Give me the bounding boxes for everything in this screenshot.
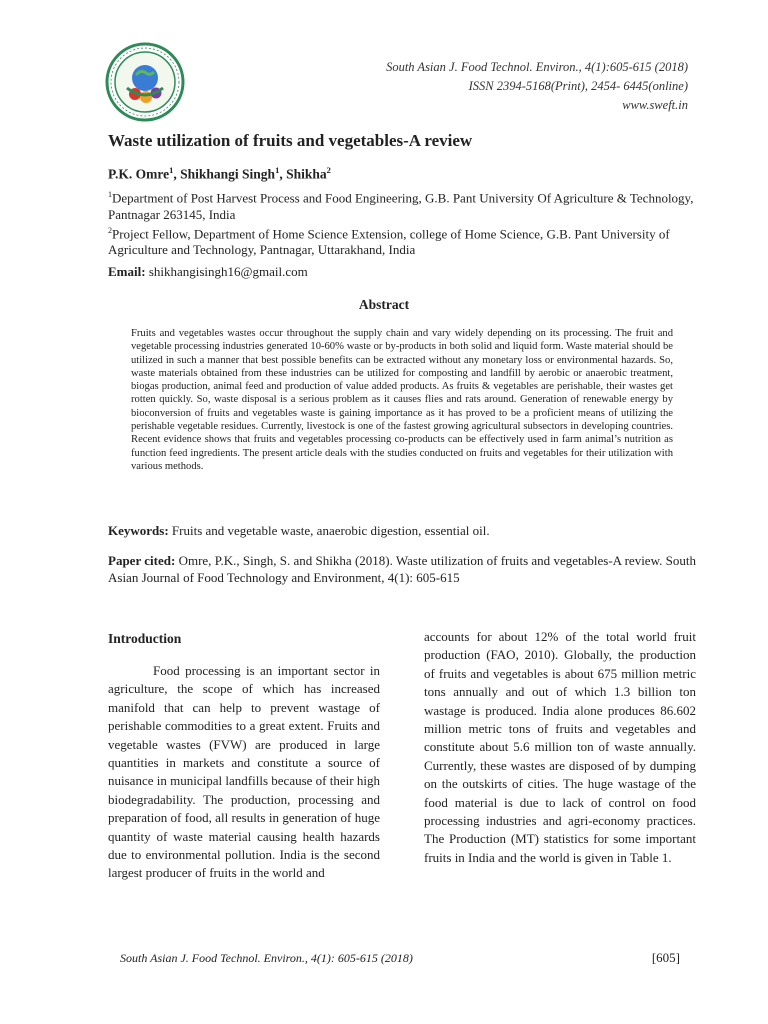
- footer-journal-citation: South Asian J. Food Technol. Environ., 4(1): 605-615 (2018): [120, 951, 413, 965]
- abstract-text: Fruits and vegetables wastes occur throughout the supply chain and vary widely depending on its processing. The fruit and vegetable processing industries generated 10-60% waste or by-products in both solid and liquid form. Waste material should be utilized in such a manner that best possible benefits can be extracted without any monetary loss or environmental hazards. So, waste materials obtained from these industries can be utilized for composting and landfill by aerobic or anaerobic treatment, biogas production, animal feed and production of value added products. As fruits & vegetables are perishable, their wastes get rotten quickly. So, waste disposal is a serious problem as it causes flies and rats around. Generation of renewable energy by bioconversion of fruits and vegetables waste is gaining importance as it has proved to be a proficient means of utilizing the perishable vegetable residues. Currently, livestock is one of the fastest growing agricultural subsectors in developing countries. Recent evidence shows that fruits and vegetables processing co-products can be effectively used in farm animal’s nutrition as function feed ingredients. The present article deals with the studies conducted on fruits and vegetables for their utilization with various methods.: [131, 328, 673, 472]
- introduction-right-column: accounts for about 12% of the total world fruit production (FAO, 2010). Globally, the production of fruits and vegetables is about 675 million metric tons annually and out of which 1.3 billion ton wastage is produced. India alone produces 86.602 million metric tons of fruits and vegetables and constitute about 5.6 million ton of waste annually. Currently, these wastes are disposed of by dumping on the outskirts of cities. The huge wastage of the food material is due to lack of control on food processing industries and agri-economy practices. The Production (MT) statistics for some important fruits in India and the world is given in Table 1.: [424, 629, 696, 865]
- author-name: Shikha: [286, 166, 327, 182]
- author-name: P.K. Omre: [108, 166, 170, 182]
- abstract-heading: Abstract: [358, 297, 410, 312]
- author-list: [108, 165, 331, 183]
- author-separator: ,: [173, 166, 181, 182]
- affiliation-text: Project Fellow, Department of Home Science Extension, college of Home Science, G.B. Pant University of Agriculture and Technology, Pantnagar, Uttarakhand, India: [108, 226, 670, 258]
- introduction-left-column: Food processing is an important sector in agriculture, the scope of which has increased manifold that can help to prevent wastage of perishable commodities to a great extent. Fruits and vegetable wastes (FVW) are produced in large quantities in markets and constitute a source of nuisance in municipal landfills because of their high biodegradability. The production, processing and preparation of food, all results in generation of huge quantity of waste material causing health hazards due to environmental pollution. India is the second largest producer of fruits in the world and: [108, 663, 380, 881]
- affiliation-mark: 1: [108, 190, 112, 199]
- email-address[interactable]: shikhangisingh16@gmail.com: [145, 264, 308, 279]
- affiliation-item: [108, 187, 696, 223]
- issn-line: ISSN 2394-5168(Print), 2454- 6445(online): [468, 79, 688, 93]
- affiliation-text: Department of Post Harvest Process and Food Engineering, G.B. Pant University Of Agriculture & Technology, Pantnagar 263145, India: [108, 190, 694, 222]
- paper-title: Waste utilization of fruits and vegetables-A review: [108, 131, 473, 150]
- paper-cited-value: Omre, P.K., Singh, S. and Shikha (2018). Waste utilization of fruits and vegetables-A review. South Asian Journal of Food Technology and Environment, 4(1): 605-615: [108, 553, 696, 585]
- paper-cited: [108, 552, 696, 586]
- journal-website-link[interactable]: www.sweft.in: [622, 98, 688, 112]
- society-seal-icon: [105, 42, 185, 122]
- email-label: Email:: [108, 264, 146, 279]
- author-affiliation-mark: 1: [275, 165, 280, 175]
- journal-citation-line: South Asian J. Food Technol. Environ., 4(1):605-615 (2018): [386, 60, 688, 74]
- keywords: [108, 523, 490, 539]
- author-affiliation-mark: 2: [326, 165, 331, 175]
- keywords-value: Fruits and vegetable waste, anaerobic digestion, essential oil.: [168, 523, 490, 538]
- keywords-label: Keywords:: [108, 523, 169, 538]
- page-number: [605]: [651, 950, 680, 965]
- section-heading-introduction: Introduction: [108, 631, 182, 646]
- affiliation-list: [108, 187, 696, 258]
- contact-email: [108, 264, 308, 280]
- affiliation-item: [108, 223, 696, 259]
- author-affiliation-mark: 1: [169, 165, 174, 175]
- author-name: Shikhangi Singh: [180, 166, 276, 182]
- author-separator: ,: [279, 166, 287, 182]
- affiliation-mark: 2: [108, 225, 112, 235]
- paper-cited-label: Paper cited:: [108, 553, 176, 568]
- journal-header: [386, 58, 688, 115]
